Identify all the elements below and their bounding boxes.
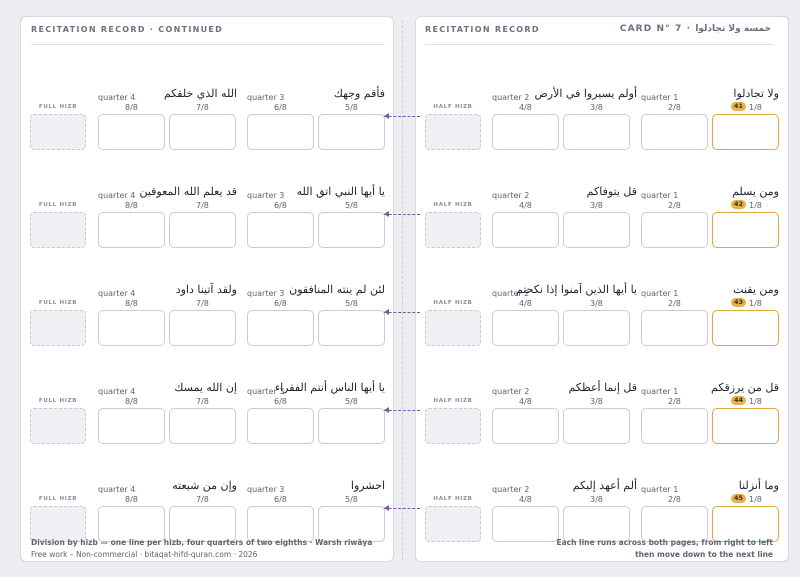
record-box-2-8[interactable] <box>641 506 708 542</box>
quarter4-label: quarter 4 <box>98 387 136 396</box>
quarter3-label: quarter 3 <box>247 289 285 298</box>
fraction-8-8: 8/8 <box>125 397 138 406</box>
left-footer-line2: Free work – Non-commercial · bitaqat-hifd-quran.com · 2026 <box>31 550 258 559</box>
fraction-4-8: 4/8 <box>519 299 532 308</box>
quarter1-label: quarter 1 <box>641 289 679 298</box>
quarter1-text: وما أنزلنا <box>738 479 779 492</box>
record-box-6-8[interactable] <box>247 114 314 150</box>
right-row <box>416 71 783 143</box>
record-box-7-8[interactable] <box>169 506 236 542</box>
quarter2-text: قل إنما أعظكم <box>568 381 637 394</box>
record-box-3-8[interactable] <box>563 310 630 346</box>
record-box-8-8[interactable] <box>98 310 165 346</box>
record-box-3-8[interactable] <box>563 408 630 444</box>
half-hizb-box[interactable] <box>425 114 481 150</box>
quarter3-label: quarter 3 <box>247 485 285 494</box>
record-box-4-8[interactable] <box>492 212 559 248</box>
full-hizb-tag: FULL HIZB <box>38 398 78 404</box>
record-box-8-8[interactable] <box>98 506 165 542</box>
record-box-5-8[interactable] <box>318 408 385 444</box>
right-page-title: RECITATION RECORD <box>425 25 540 34</box>
quarter4-text: قد يعلم الله المعوقين <box>139 185 237 198</box>
row-connector-line <box>384 116 420 117</box>
fraction-2-8: 2/8 <box>668 495 681 504</box>
half-hizb-box[interactable] <box>425 506 481 542</box>
right-row <box>416 267 783 339</box>
row-connector-line <box>384 214 420 215</box>
fraction-5-8: 5/8 <box>345 201 358 210</box>
record-box-1-8-active[interactable] <box>712 506 779 542</box>
left-footer-line1: Division by hizb — one line per hizb, four quarters of two eighths · Warsh riwāya <box>31 538 373 547</box>
fraction-6-8: 6/8 <box>274 397 287 406</box>
half-hizb-tag: HALF HIZB <box>433 104 473 110</box>
fraction-3-8: 3/8 <box>590 299 603 308</box>
quarter4-text: إن الله يمسك <box>174 381 237 394</box>
record-box-8-8[interactable] <box>98 212 165 248</box>
fraction-5-8: 5/8 <box>345 495 358 504</box>
record-box-7-8[interactable] <box>169 114 236 150</box>
record-box-8-8[interactable] <box>98 114 165 150</box>
full-hizb-tag: FULL HIZB <box>38 104 78 110</box>
hizb-number-badge: 41 <box>731 102 746 111</box>
record-box-7-8[interactable] <box>169 408 236 444</box>
quarter4-label: quarter 4 <box>98 191 136 200</box>
record-box-4-8[interactable] <box>492 114 559 150</box>
record-box-3-8[interactable] <box>563 212 630 248</box>
quarter3-text: فأقم وجهك <box>333 87 385 100</box>
quarter3-label: quarter 3 <box>247 387 285 396</box>
quarter1-text: قل من يرزقكم <box>711 381 779 394</box>
fraction-1-8: 1/8 <box>749 495 762 504</box>
card-number: CARD N° 7 · خمسة ولا تجادلوا <box>619 24 771 34</box>
fraction-4-8: 4/8 <box>519 103 532 112</box>
fraction-2-8: 2/8 <box>668 299 681 308</box>
full-hizb-box[interactable] <box>30 212 86 248</box>
half-hizb-box[interactable] <box>425 212 481 248</box>
fraction-3-8: 3/8 <box>590 397 603 406</box>
record-box-2-8[interactable] <box>641 212 708 248</box>
quarter2-text: يا أيها الذين آمنوا إذا نكحتم <box>516 283 637 296</box>
left-page <box>20 16 394 562</box>
record-box-6-8[interactable] <box>247 506 314 542</box>
fraction-7-8: 7/8 <box>196 103 209 112</box>
record-box-4-8[interactable] <box>492 408 559 444</box>
right-title-divider <box>425 44 773 45</box>
record-box-3-8[interactable] <box>563 506 630 542</box>
right-page <box>415 16 789 562</box>
fraction-4-8: 4/8 <box>519 495 532 504</box>
full-hizb-box[interactable] <box>30 506 86 542</box>
left-row <box>28 71 394 143</box>
full-hizb-box[interactable] <box>30 408 86 444</box>
record-box-5-8[interactable] <box>318 114 385 150</box>
left-page-title: RECITATION RECORD · CONTINUED <box>31 25 224 34</box>
fraction-4-8: 4/8 <box>519 201 532 210</box>
right-row <box>416 365 783 437</box>
half-hizb-tag: HALF HIZB <box>433 398 473 404</box>
record-box-2-8[interactable] <box>641 408 708 444</box>
left-row <box>28 267 394 339</box>
fraction-7-8: 7/8 <box>196 495 209 504</box>
fraction-3-8: 3/8 <box>590 201 603 210</box>
record-box-7-8[interactable] <box>169 212 236 248</box>
quarter1-label: quarter 1 <box>641 485 679 494</box>
fraction-8-8: 8/8 <box>125 103 138 112</box>
right-footer-line1: Each line runs across both pages, from right to left <box>556 538 773 547</box>
hizb-number-badge: 44 <box>731 396 746 405</box>
fraction-2-8: 2/8 <box>668 201 681 210</box>
quarter4-text: الله الذي خلقكم <box>163 87 237 100</box>
fraction-7-8: 7/8 <box>196 299 209 308</box>
row-connector-arrow-icon <box>384 407 389 413</box>
quarter2-label: quarter 2 <box>492 387 530 396</box>
quarter4-text: وإن من شيعته <box>172 479 237 492</box>
half-hizb-box[interactable] <box>425 408 481 444</box>
left-title-divider <box>31 44 385 45</box>
quarter1-label: quarter 1 <box>641 191 679 200</box>
right-row <box>416 169 783 241</box>
record-box-5-8[interactable] <box>318 310 385 346</box>
quarter3-text: يا أيها النبي اتق الله <box>296 185 385 198</box>
left-row <box>28 463 394 535</box>
quarter2-text: قل يتوفاكم <box>586 185 637 198</box>
record-box-5-8[interactable] <box>318 506 385 542</box>
page-gutter <box>402 20 403 560</box>
fraction-1-8: 1/8 <box>749 103 762 112</box>
quarter1-text: ومن يسلم <box>732 185 779 198</box>
full-hizb-box[interactable] <box>30 310 86 346</box>
record-box-1-8-active[interactable] <box>712 212 779 248</box>
left-row <box>28 169 394 241</box>
fraction-6-8: 6/8 <box>274 299 287 308</box>
full-hizb-tag: FULL HIZB <box>38 202 78 208</box>
fraction-6-8: 6/8 <box>274 201 287 210</box>
record-box-6-8[interactable] <box>247 212 314 248</box>
quarter2-label: quarter 2 <box>492 289 530 298</box>
half-hizb-tag: HALF HIZB <box>433 300 473 306</box>
row-connector-arrow-icon <box>384 113 389 119</box>
row-connector-line <box>384 410 420 411</box>
quarter3-text: يا أيها الناس أنتم الفقراء <box>274 381 385 394</box>
quarter2-label: quarter 2 <box>492 93 530 102</box>
full-hizb-box[interactable] <box>30 114 86 150</box>
hizb-number-badge: 43 <box>731 298 746 307</box>
quarter4-label: quarter 4 <box>98 289 136 298</box>
quarter1-text: ولا تجادلوا <box>733 87 779 100</box>
quarter3-label: quarter 3 <box>247 191 285 200</box>
record-box-1-8-active[interactable] <box>712 310 779 346</box>
fraction-3-8: 3/8 <box>590 495 603 504</box>
row-connector-line <box>384 312 420 313</box>
fraction-1-8: 1/8 <box>749 201 762 210</box>
half-hizb-tag: HALF HIZB <box>433 202 473 208</box>
record-box-5-8[interactable] <box>318 212 385 248</box>
record-box-2-8[interactable] <box>641 114 708 150</box>
fraction-1-8: 1/8 <box>749 299 762 308</box>
quarter3-label: quarter 3 <box>247 93 285 102</box>
quarter4-label: quarter 4 <box>98 93 136 102</box>
fraction-2-8: 2/8 <box>668 103 681 112</box>
fraction-7-8: 7/8 <box>196 397 209 406</box>
half-hizb-box[interactable] <box>425 310 481 346</box>
record-box-1-8-active[interactable] <box>712 114 779 150</box>
row-connector-arrow-icon <box>384 505 389 511</box>
fraction-4-8: 4/8 <box>519 397 532 406</box>
fraction-2-8: 2/8 <box>668 397 681 406</box>
record-box-2-8[interactable] <box>641 310 708 346</box>
fraction-5-8: 5/8 <box>345 103 358 112</box>
full-hizb-tag: FULL HIZB <box>38 300 78 306</box>
quarter2-text: ألم أعهد إليكم <box>572 479 637 492</box>
record-box-4-8[interactable] <box>492 506 559 542</box>
fraction-8-8: 8/8 <box>125 201 138 210</box>
row-connector-arrow-icon <box>384 309 389 315</box>
fraction-1-8: 1/8 <box>749 397 762 406</box>
fraction-5-8: 5/8 <box>345 299 358 308</box>
quarter2-label: quarter 2 <box>492 485 530 494</box>
quarter3-text: احشروا <box>350 479 385 492</box>
quarter2-text: أولم يسيروا في الأرض <box>534 87 637 100</box>
left-row <box>28 365 394 437</box>
quarter3-text: لئن لم ينته المنافقون <box>289 283 385 296</box>
quarter4-text: ولقد آتينا داود <box>175 283 237 296</box>
fraction-6-8: 6/8 <box>274 103 287 112</box>
record-box-8-8[interactable] <box>98 408 165 444</box>
fraction-7-8: 7/8 <box>196 201 209 210</box>
row-connector-arrow-icon <box>384 211 389 217</box>
fraction-3-8: 3/8 <box>590 103 603 112</box>
record-box-7-8[interactable] <box>169 310 236 346</box>
fraction-8-8: 8/8 <box>125 299 138 308</box>
quarter1-label: quarter 1 <box>641 93 679 102</box>
right-footer-line2: then move down to the next line <box>635 550 773 559</box>
quarter1-text: ومن يقنت <box>733 283 779 296</box>
hizb-number-badge: 42 <box>731 200 746 209</box>
row-connector-line <box>384 508 420 509</box>
half-hizb-tag: HALF HIZB <box>433 496 473 502</box>
fraction-5-8: 5/8 <box>345 397 358 406</box>
hizb-number-badge: 45 <box>731 494 746 503</box>
record-box-6-8[interactable] <box>247 408 314 444</box>
quarter4-label: quarter 4 <box>98 485 136 494</box>
record-box-1-8-active[interactable] <box>712 408 779 444</box>
record-box-6-8[interactable] <box>247 310 314 346</box>
right-row <box>416 463 783 535</box>
quarter1-label: quarter 1 <box>641 387 679 396</box>
fraction-8-8: 8/8 <box>125 495 138 504</box>
full-hizb-tag: FULL HIZB <box>38 496 78 502</box>
fraction-6-8: 6/8 <box>274 495 287 504</box>
record-box-3-8[interactable] <box>563 114 630 150</box>
quarter2-label: quarter 2 <box>492 191 530 200</box>
record-box-4-8[interactable] <box>492 310 559 346</box>
